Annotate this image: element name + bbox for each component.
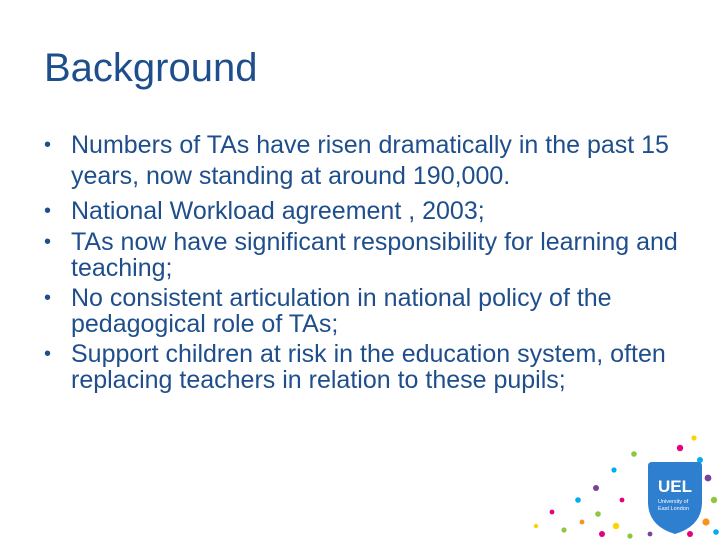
bullet-text: TAs now have significant responsibility for learning and teaching; xyxy=(71,228,678,282)
bullet-icon: • xyxy=(44,200,52,222)
bullet-list xyxy=(44,130,684,393)
bullet-text: Support children at risk in the education system, often replacing teachers in relation to these pupils; xyxy=(71,340,666,394)
uel-logo-line1: University of xyxy=(658,499,689,505)
bullet-text: Numbers of TAs have risen dramatically in the past 15 years, now standing at around 190,000. xyxy=(71,131,669,190)
bullet-icon: • xyxy=(44,231,52,253)
uel-logo xyxy=(530,430,720,540)
bullet-item xyxy=(44,341,684,393)
bullet-text: No consistent articulation in national policy of the pedagogical role of TAs; xyxy=(71,284,612,338)
bullet-item xyxy=(44,229,684,281)
bullet-icon: • xyxy=(44,343,52,365)
bullet-icon: • xyxy=(44,134,52,156)
slide-title: Background xyxy=(44,46,258,90)
bullet-item xyxy=(44,130,684,192)
bullet-text: National Workload agreement , 2003; xyxy=(71,197,485,225)
uel-logo-line2: East London xyxy=(658,506,689,512)
bullet-item xyxy=(44,196,684,227)
uel-logo-name: UEL xyxy=(658,477,692,496)
bullet-icon: • xyxy=(44,287,52,309)
uel-shield-icon xyxy=(648,462,702,534)
bullet-item xyxy=(44,285,684,337)
